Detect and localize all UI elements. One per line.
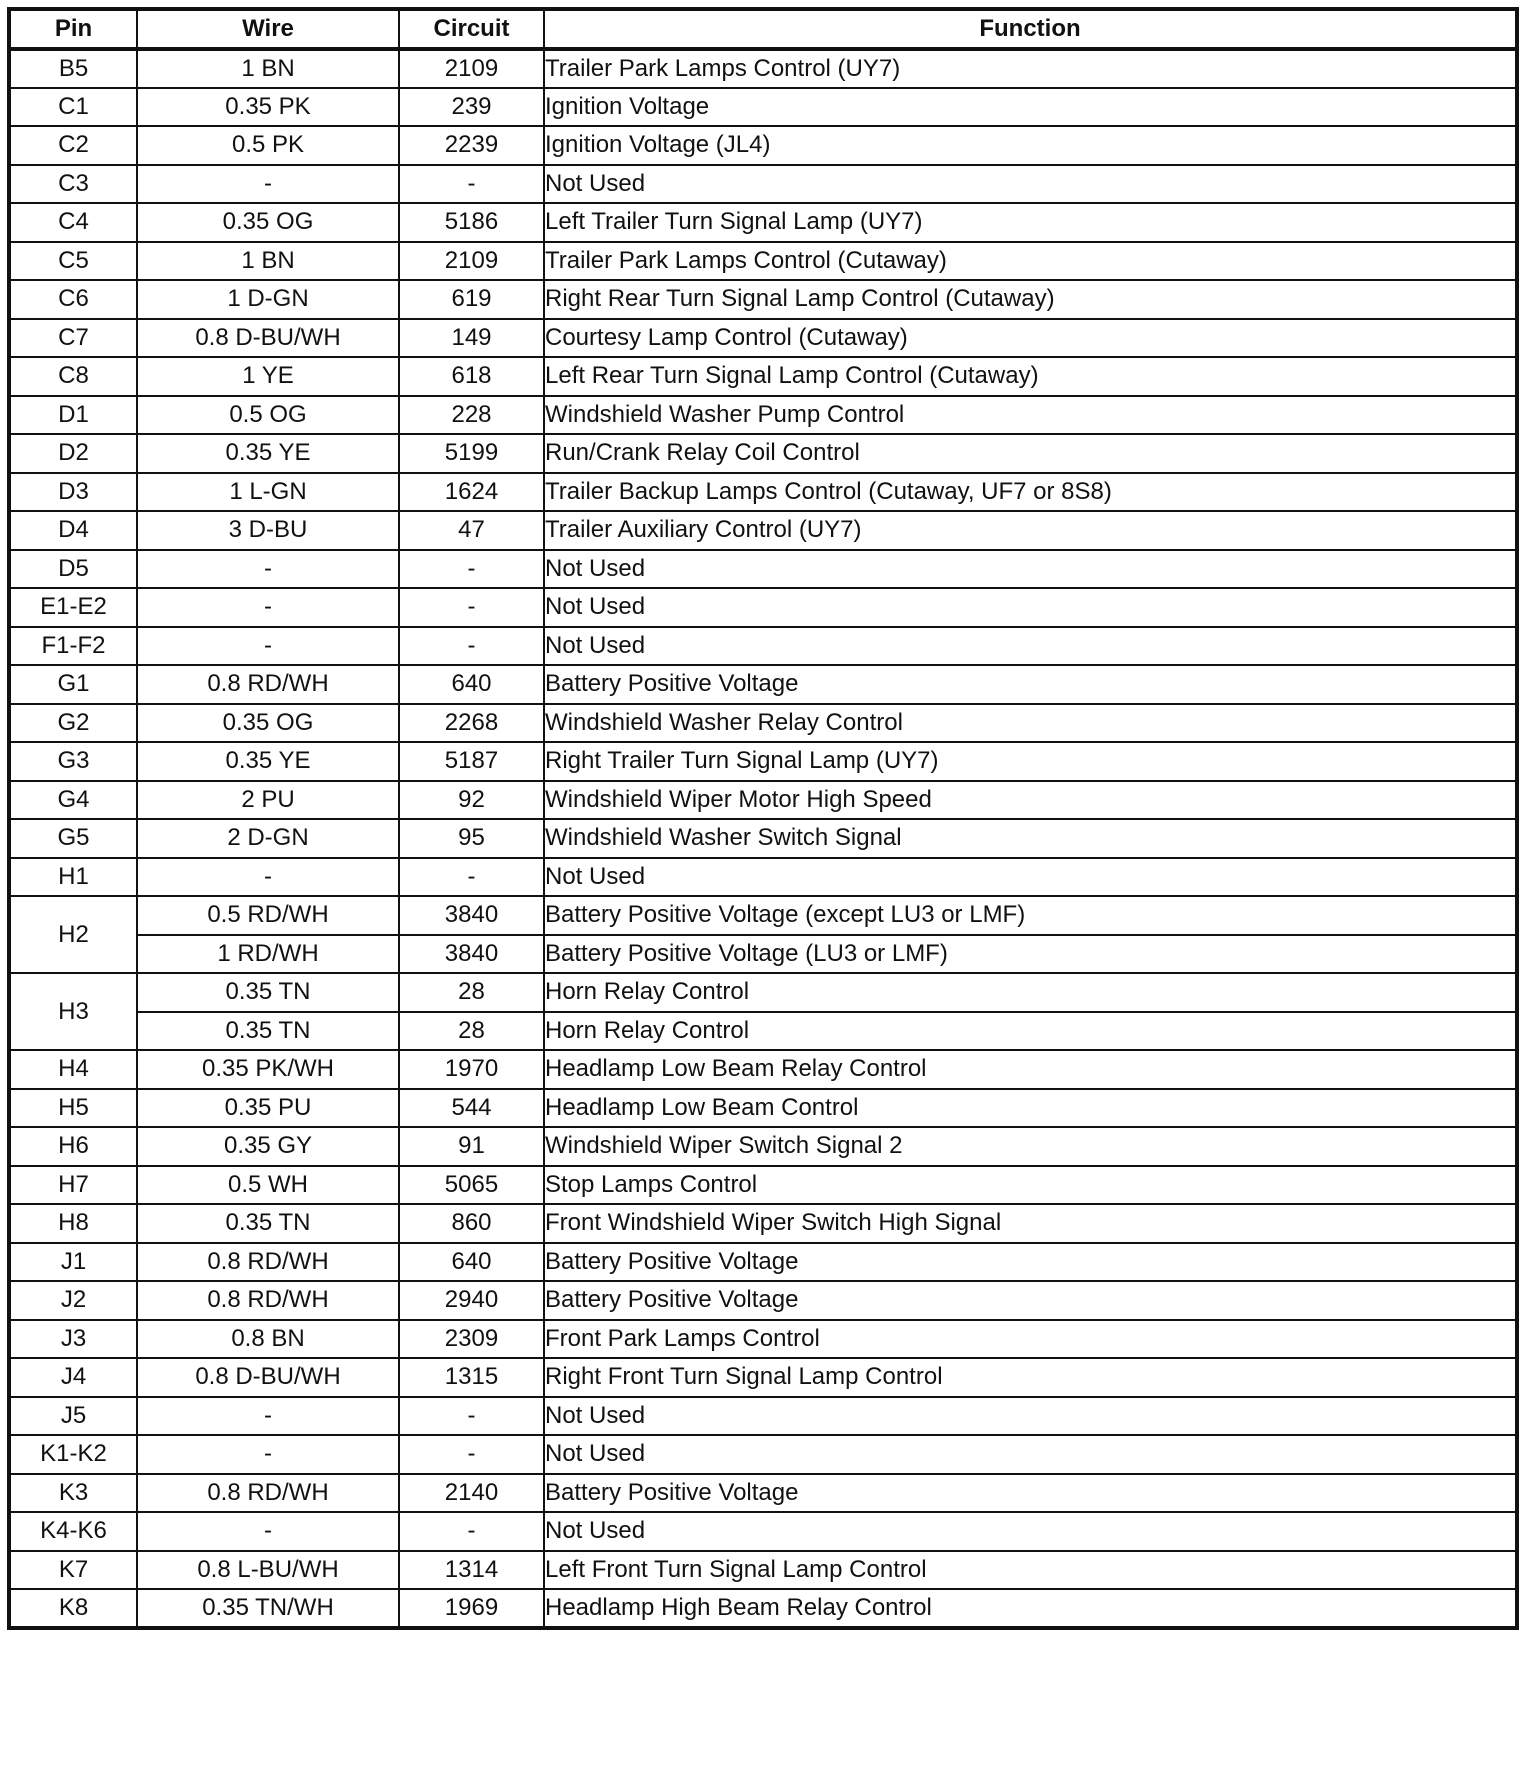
- pin-cell: K4-K6: [9, 1512, 137, 1551]
- pin-cell: H6: [9, 1127, 137, 1166]
- table-row: [9, 1320, 1517, 1359]
- circuit-cell: 1970: [399, 1050, 544, 1089]
- table-body: [9, 49, 1517, 1628]
- function-cell: Horn Relay Control: [544, 1012, 1517, 1051]
- wire-cell: 0.5 PK: [137, 126, 399, 165]
- table-row: [9, 319, 1517, 358]
- function-cell: Battery Positive Voltage (LU3 or LMF): [544, 935, 1517, 974]
- function-cell: Battery Positive Voltage: [544, 665, 1517, 704]
- pin-cell: G2: [9, 704, 137, 743]
- pin-cell: H8: [9, 1204, 137, 1243]
- pin-cell: K1-K2: [9, 1435, 137, 1474]
- circuit-cell: 149: [399, 319, 544, 358]
- wire-cell: 0.8 RD/WH: [137, 1474, 399, 1513]
- circuit-cell: 28: [399, 1012, 544, 1051]
- pin-cell: H5: [9, 1089, 137, 1128]
- circuit-cell: 619: [399, 280, 544, 319]
- table-row: [9, 280, 1517, 319]
- pin-cell: J1: [9, 1243, 137, 1282]
- function-cell: Windshield Wiper Switch Signal 2: [544, 1127, 1517, 1166]
- wire-cell: 2 PU: [137, 781, 399, 820]
- function-cell: Left Trailer Turn Signal Lamp (UY7): [544, 203, 1517, 242]
- table-row: [9, 858, 1517, 897]
- function-cell: Battery Positive Voltage (except LU3 or LMF): [544, 896, 1517, 935]
- circuit-cell: 1315: [399, 1358, 544, 1397]
- wire-cell: 3 D-BU: [137, 511, 399, 550]
- connector-pinout-table: [7, 7, 1519, 1630]
- table-row: [9, 203, 1517, 242]
- circuit-cell: 2309: [399, 1320, 544, 1359]
- function-cell: Run/Crank Relay Coil Control: [544, 434, 1517, 473]
- function-cell: Windshield Wiper Motor High Speed: [544, 781, 1517, 820]
- pin-cell: H2: [9, 896, 137, 973]
- table-row: [9, 1589, 1517, 1628]
- table-row: [9, 1435, 1517, 1474]
- pin-cell: H3: [9, 973, 137, 1050]
- pin-cell: C6: [9, 280, 137, 319]
- pinout-sheet: [7, 7, 1519, 1630]
- wire-cell: 0.35 YE: [137, 742, 399, 781]
- circuit-cell: 228: [399, 396, 544, 435]
- circuit-cell: 2109: [399, 49, 544, 88]
- table-row: [9, 896, 1517, 935]
- wire-cell: 0.5 OG: [137, 396, 399, 435]
- circuit-cell: 2940: [399, 1281, 544, 1320]
- wire-cell: -: [137, 1397, 399, 1436]
- circuit-cell: 2268: [399, 704, 544, 743]
- wire-cell: -: [137, 858, 399, 897]
- pin-cell: D5: [9, 550, 137, 589]
- function-cell: Trailer Backup Lamps Control (Cutaway, UF7 or 8S8): [544, 473, 1517, 512]
- circuit-cell: 544: [399, 1089, 544, 1128]
- table-row: [9, 88, 1517, 127]
- table-row: [9, 935, 1517, 974]
- pin-cell: D3: [9, 473, 137, 512]
- pin-cell: J4: [9, 1358, 137, 1397]
- circuit-cell: -: [399, 627, 544, 666]
- wire-cell: -: [137, 588, 399, 627]
- function-cell: Windshield Washer Switch Signal: [544, 819, 1517, 858]
- pin-cell: C1: [9, 88, 137, 127]
- wire-cell: -: [137, 1512, 399, 1551]
- pin-cell: K8: [9, 1589, 137, 1628]
- wire-cell: 0.35 OG: [137, 704, 399, 743]
- table-row: [9, 49, 1517, 88]
- table-row: [9, 1012, 1517, 1051]
- function-cell: Not Used: [544, 1397, 1517, 1436]
- wire-cell: 0.35 OG: [137, 203, 399, 242]
- circuit-cell: 1969: [399, 1589, 544, 1628]
- pin-cell: G4: [9, 781, 137, 820]
- circuit-cell: 2140: [399, 1474, 544, 1513]
- header-row: [9, 9, 1517, 49]
- table-row: [9, 1474, 1517, 1513]
- pin-cell: G5: [9, 819, 137, 858]
- function-cell: Trailer Park Lamps Control (Cutaway): [544, 242, 1517, 281]
- pin-cell: J3: [9, 1320, 137, 1359]
- wire-cell: 0.8 L-BU/WH: [137, 1551, 399, 1590]
- wire-cell: 0.35 PK/WH: [137, 1050, 399, 1089]
- circuit-cell: 860: [399, 1204, 544, 1243]
- wire-cell: 0.35 TN: [137, 973, 399, 1012]
- wire-cell: 0.35 PK: [137, 88, 399, 127]
- circuit-cell: 3840: [399, 935, 544, 974]
- pin-cell: K3: [9, 1474, 137, 1513]
- function-cell: Battery Positive Voltage: [544, 1243, 1517, 1282]
- circuit-cell: 2109: [399, 242, 544, 281]
- function-cell: Ignition Voltage (JL4): [544, 126, 1517, 165]
- pin-cell: D2: [9, 434, 137, 473]
- table-row: [9, 473, 1517, 512]
- table-row: [9, 165, 1517, 204]
- wire-cell: 1 BN: [137, 242, 399, 281]
- table-row: [9, 396, 1517, 435]
- function-cell: Horn Relay Control: [544, 973, 1517, 1012]
- wire-cell: 0.5 RD/WH: [137, 896, 399, 935]
- circuit-cell: 2239: [399, 126, 544, 165]
- pin-cell: J2: [9, 1281, 137, 1320]
- header-circuit: Circuit: [399, 9, 544, 49]
- function-cell: Front Park Lamps Control: [544, 1320, 1517, 1359]
- pin-cell: G1: [9, 665, 137, 704]
- function-cell: Windshield Washer Pump Control: [544, 396, 1517, 435]
- pin-cell: E1-E2: [9, 588, 137, 627]
- function-cell: Battery Positive Voltage: [544, 1281, 1517, 1320]
- circuit-cell: 5199: [399, 434, 544, 473]
- wire-cell: 1 BN: [137, 49, 399, 88]
- function-cell: Front Windshield Wiper Switch High Signal: [544, 1204, 1517, 1243]
- wire-cell: 0.35 GY: [137, 1127, 399, 1166]
- circuit-cell: 5187: [399, 742, 544, 781]
- pin-cell: C5: [9, 242, 137, 281]
- circuit-cell: 5186: [399, 203, 544, 242]
- header-wire: Wire: [137, 9, 399, 49]
- wire-cell: 0.35 YE: [137, 434, 399, 473]
- circuit-cell: -: [399, 588, 544, 627]
- function-cell: Left Front Turn Signal Lamp Control: [544, 1551, 1517, 1590]
- wire-cell: 0.35 TN: [137, 1204, 399, 1243]
- wire-cell: -: [137, 1435, 399, 1474]
- table-row: [9, 1127, 1517, 1166]
- pin-cell: C8: [9, 357, 137, 396]
- function-cell: Headlamp High Beam Relay Control: [544, 1589, 1517, 1628]
- circuit-cell: 91: [399, 1127, 544, 1166]
- circuit-cell: -: [399, 1397, 544, 1436]
- circuit-cell: 5065: [399, 1166, 544, 1205]
- table-row: [9, 1204, 1517, 1243]
- table-row: [9, 588, 1517, 627]
- circuit-cell: 640: [399, 1243, 544, 1282]
- wire-cell: 1 L-GN: [137, 473, 399, 512]
- table-row: [9, 1358, 1517, 1397]
- table-row: [9, 434, 1517, 473]
- function-cell: Windshield Washer Relay Control: [544, 704, 1517, 743]
- wire-cell: -: [137, 550, 399, 589]
- table-row: [9, 973, 1517, 1012]
- function-cell: Stop Lamps Control: [544, 1166, 1517, 1205]
- wire-cell: 0.8 RD/WH: [137, 1281, 399, 1320]
- pin-cell: H7: [9, 1166, 137, 1205]
- table-row: [9, 781, 1517, 820]
- circuit-cell: -: [399, 858, 544, 897]
- pin-cell: K7: [9, 1551, 137, 1590]
- circuit-cell: 618: [399, 357, 544, 396]
- function-cell: Not Used: [544, 1435, 1517, 1474]
- function-cell: Right Trailer Turn Signal Lamp (UY7): [544, 742, 1517, 781]
- function-cell: Not Used: [544, 588, 1517, 627]
- function-cell: Not Used: [544, 858, 1517, 897]
- pin-cell: J5: [9, 1397, 137, 1436]
- table-row: [9, 1089, 1517, 1128]
- wire-cell: 0.35 PU: [137, 1089, 399, 1128]
- function-cell: Ignition Voltage: [544, 88, 1517, 127]
- function-cell: Trailer Auxiliary Control (UY7): [544, 511, 1517, 550]
- table-row: [9, 704, 1517, 743]
- function-cell: Not Used: [544, 550, 1517, 589]
- wire-cell: 1 YE: [137, 357, 399, 396]
- table-row: [9, 1512, 1517, 1551]
- function-cell: Not Used: [544, 627, 1517, 666]
- circuit-cell: -: [399, 550, 544, 589]
- table-row: [9, 1243, 1517, 1282]
- function-cell: Courtesy Lamp Control (Cutaway): [544, 319, 1517, 358]
- wire-cell: 1 D-GN: [137, 280, 399, 319]
- table-row: [9, 1166, 1517, 1205]
- pin-cell: C3: [9, 165, 137, 204]
- wire-cell: 0.8 RD/WH: [137, 665, 399, 704]
- circuit-cell: 3840: [399, 896, 544, 935]
- pin-cell: C7: [9, 319, 137, 358]
- table-row: [9, 1050, 1517, 1089]
- pin-cell: H4: [9, 1050, 137, 1089]
- wire-cell: 0.8 RD/WH: [137, 1243, 399, 1282]
- table-row: [9, 1397, 1517, 1436]
- circuit-cell: -: [399, 1435, 544, 1474]
- pin-cell: G3: [9, 742, 137, 781]
- wire-cell: -: [137, 165, 399, 204]
- wire-cell: 0.8 BN: [137, 1320, 399, 1359]
- table-row: [9, 819, 1517, 858]
- header-pin: Pin: [9, 9, 137, 49]
- function-cell: Trailer Park Lamps Control (UY7): [544, 49, 1517, 88]
- wire-cell: 2 D-GN: [137, 819, 399, 858]
- circuit-cell: 239: [399, 88, 544, 127]
- pin-cell: B5: [9, 49, 137, 88]
- table-row: [9, 1551, 1517, 1590]
- wire-cell: 1 RD/WH: [137, 935, 399, 974]
- wire-cell: 0.5 WH: [137, 1166, 399, 1205]
- circuit-cell: 47: [399, 511, 544, 550]
- pin-cell: D1: [9, 396, 137, 435]
- wire-cell: 0.35 TN: [137, 1012, 399, 1051]
- circuit-cell: 640: [399, 665, 544, 704]
- circuit-cell: 95: [399, 819, 544, 858]
- wire-cell: 0.35 TN/WH: [137, 1589, 399, 1628]
- table-row: [9, 511, 1517, 550]
- function-cell: Right Front Turn Signal Lamp Control: [544, 1358, 1517, 1397]
- function-cell: Headlamp Low Beam Relay Control: [544, 1050, 1517, 1089]
- pin-cell: D4: [9, 511, 137, 550]
- pin-cell: H1: [9, 858, 137, 897]
- circuit-cell: 1624: [399, 473, 544, 512]
- wire-cell: 0.8 D-BU/WH: [137, 1358, 399, 1397]
- function-cell: Not Used: [544, 165, 1517, 204]
- table-row: [9, 357, 1517, 396]
- table-row: [9, 742, 1517, 781]
- function-cell: Battery Positive Voltage: [544, 1474, 1517, 1513]
- table-row: [9, 550, 1517, 589]
- circuit-cell: -: [399, 165, 544, 204]
- pin-cell: C4: [9, 203, 137, 242]
- function-cell: Right Rear Turn Signal Lamp Control (Cutaway): [544, 280, 1517, 319]
- circuit-cell: -: [399, 1512, 544, 1551]
- table-row: [9, 1281, 1517, 1320]
- circuit-cell: 28: [399, 973, 544, 1012]
- table-row: [9, 665, 1517, 704]
- wire-cell: -: [137, 627, 399, 666]
- function-cell: Left Rear Turn Signal Lamp Control (Cutaway): [544, 357, 1517, 396]
- function-cell: Headlamp Low Beam Control: [544, 1089, 1517, 1128]
- pin-cell: F1-F2: [9, 627, 137, 666]
- circuit-cell: 92: [399, 781, 544, 820]
- header-function: Function: [544, 9, 1517, 49]
- wire-cell: 0.8 D-BU/WH: [137, 319, 399, 358]
- circuit-cell: 1314: [399, 1551, 544, 1590]
- table-row: [9, 126, 1517, 165]
- table-row: [9, 627, 1517, 666]
- pin-cell: C2: [9, 126, 137, 165]
- table-row: [9, 242, 1517, 281]
- function-cell: Not Used: [544, 1512, 1517, 1551]
- table-header: [9, 9, 1517, 49]
